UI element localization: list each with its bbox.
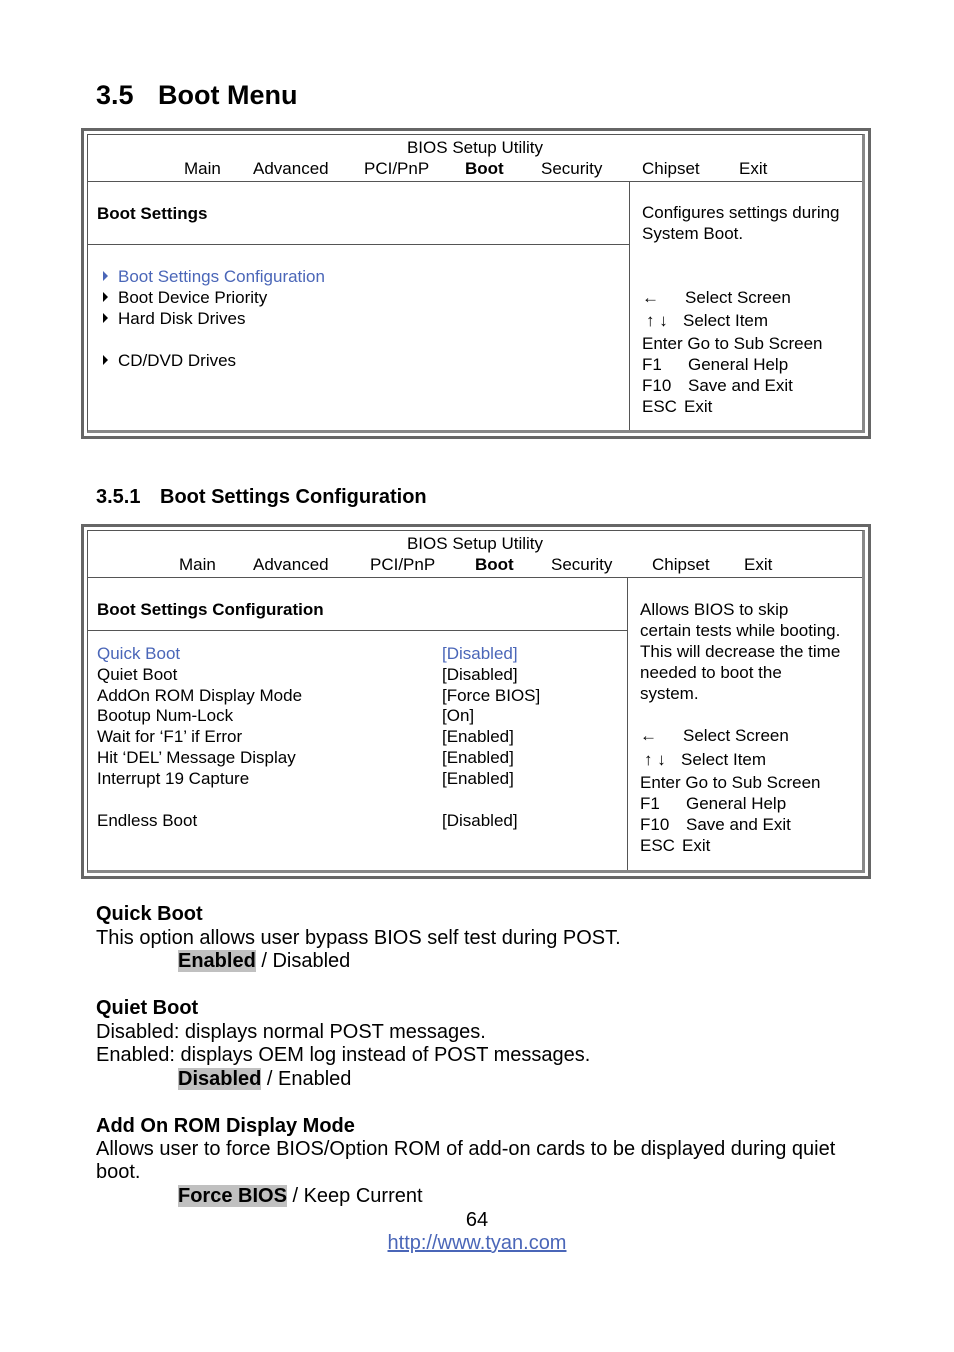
tab-chipset[interactable]: Chipset <box>642 159 700 178</box>
setting-label-endless-boot[interactable]: Endless Boot <box>97 811 198 830</box>
triangle-right-icon <box>103 313 108 323</box>
tab-pcipnp[interactable]: PCI/PnP <box>370 555 436 574</box>
key-hint: ESC Exit <box>642 397 713 416</box>
section-title: Boot Settings <box>97 204 208 223</box>
tab-exit[interactable]: Exit <box>744 555 773 574</box>
key-hint: F1 General Help <box>642 355 789 374</box>
setting-value-int19[interactable]: [Enabled] <box>442 769 514 788</box>
section-heading-quick-boot: Quick Boot <box>96 903 203 925</box>
triangle-right-icon <box>103 355 108 365</box>
key-hint: F10 Save and Exit <box>640 815 791 834</box>
tab-main[interactable]: Main <box>184 159 221 178</box>
tab-security[interactable]: Security <box>541 159 603 178</box>
key-hint: F10 Save and Exit <box>642 376 793 395</box>
setting-label-addon-rom[interactable]: AddOn ROM Display Mode <box>97 686 303 705</box>
bios-title: BIOS Setup Utility <box>406 138 544 157</box>
key-hint: ↑ ↓ Select Item <box>644 750 767 769</box>
tab-main[interactable]: Main <box>179 555 216 574</box>
tab-boot[interactable]: Boot <box>475 555 514 574</box>
help-line: system. <box>640 684 699 703</box>
setting-value-endless-boot[interactable]: [Disabled] <box>442 811 518 830</box>
footer-link-wrap <box>0 1232 954 1255</box>
divider <box>629 181 630 430</box>
subheading-title: Boot Settings Configuration <box>160 486 427 508</box>
default-option: Disabled <box>178 1068 262 1090</box>
setting-label-int19[interactable]: Interrupt 19 Capture <box>97 769 250 788</box>
option-values: Enabled / Disabled <box>178 950 351 972</box>
tab-boot[interactable]: Boot <box>465 159 504 178</box>
key-hint: ↑ ↓ Select Item <box>646 311 769 330</box>
help-line: certain tests while booting. <box>640 621 841 640</box>
default-option: Enabled <box>178 950 256 972</box>
menu-item-cd-dvd-drives[interactable]: CD/DVD Drives <box>103 350 236 371</box>
section-text: Disabled: displays normal POST messages. <box>96 1021 486 1043</box>
menu-item-hard-disk-drives[interactable]: Hard Disk Drives <box>103 308 246 329</box>
tab-advanced[interactable]: Advanced <box>253 159 329 178</box>
option-values: Force BIOS / Keep Current <box>178 1185 423 1207</box>
setting-label-del-message[interactable]: Hit ‘DEL’ Message Display <box>97 748 296 767</box>
section-heading-quiet-boot: Quiet Boot <box>96 997 199 1019</box>
bios-screen-boot-settings-configuration <box>81 524 871 879</box>
help-line: needed to boot the <box>640 663 782 682</box>
key-hint: ESC Exit <box>640 836 711 855</box>
section-heading-addon-rom: Add On ROM Display Mode <box>96 1115 355 1137</box>
triangle-right-icon <box>103 271 108 281</box>
heading-number: 3.5 <box>96 80 134 110</box>
left-arrow-icon: ← <box>642 288 659 307</box>
key-hint: F1 General Help <box>640 794 787 813</box>
key-hint: ← Select Screen <box>642 288 791 307</box>
page-heading <box>96 80 297 111</box>
section-text: boot. <box>96 1161 141 1183</box>
bios-frame <box>87 134 865 433</box>
menu-item-boot-settings-configuration[interactable]: Boot Settings Configuration <box>103 266 325 287</box>
bios-screen-boot <box>81 128 871 439</box>
setting-value-num-lock[interactable]: [On] <box>442 706 475 725</box>
section-title: Boot Settings Configuration <box>97 600 324 619</box>
setting-value-del-message[interactable]: [Enabled] <box>442 748 514 767</box>
setting-value-quick-boot[interactable]: [Disabled] <box>442 644 518 663</box>
section-text: Enabled: displays OEM log instead of POST messages. <box>96 1044 591 1066</box>
help-line: This will decrease the time <box>640 642 841 661</box>
help-line: Allows BIOS to skip <box>640 600 789 619</box>
heading-title: Boot Menu <box>158 80 298 110</box>
option-values: Disabled / Enabled <box>178 1068 352 1090</box>
divider <box>88 244 629 245</box>
tab-chipset[interactable]: Chipset <box>652 555 710 574</box>
setting-label-num-lock[interactable]: Bootup Num-Lock <box>97 706 234 725</box>
divider <box>88 630 627 631</box>
key-hint: ← Select Screen <box>640 726 789 745</box>
setting-label-quiet-boot[interactable]: Quiet Boot <box>97 665 178 684</box>
page-number: 64 <box>465 1209 489 1231</box>
website-link[interactable]: http://www.tyan.com <box>387 1232 567 1254</box>
section-text: Allows user to force BIOS/Option ROM of add-on cards to be displayed during quiet <box>96 1138 836 1160</box>
subheading-number: 3.5.1 <box>96 486 141 508</box>
menu-item-boot-device-priority[interactable]: Boot Device Priority <box>103 287 267 308</box>
up-down-arrow-icon: ↑ ↓ <box>644 750 666 769</box>
divider <box>627 577 628 870</box>
key-hint: Enter Go to Sub Screen <box>640 773 821 792</box>
divider <box>88 577 862 578</box>
setting-value-addon-rom[interactable]: [Force BIOS] <box>442 686 541 705</box>
left-arrow-icon: ← <box>640 726 657 745</box>
help-line: Configures settings during <box>642 203 840 222</box>
bios-frame <box>87 530 865 873</box>
tab-pcipnp[interactable]: PCI/PnP <box>364 159 430 178</box>
tab-advanced[interactable]: Advanced <box>253 555 329 574</box>
key-hint: Enter Go to Sub Screen <box>642 334 823 353</box>
tab-exit[interactable]: Exit <box>739 159 768 178</box>
triangle-right-icon <box>103 292 108 302</box>
setting-label-wait-f1[interactable]: Wait for ‘F1’ if Error <box>97 727 243 746</box>
setting-label-quick-boot[interactable]: Quick Boot <box>97 644 181 663</box>
section-text: This option allows user bypass BIOS self test during POST. <box>96 927 621 949</box>
up-down-arrow-icon: ↑ ↓ <box>646 311 668 330</box>
setting-value-quiet-boot[interactable]: [Disabled] <box>442 665 518 684</box>
setting-value-wait-f1[interactable]: [Enabled] <box>442 727 514 746</box>
bios-title: BIOS Setup Utility <box>406 534 544 553</box>
default-option: Force BIOS <box>178 1185 287 1207</box>
help-line: System Boot. <box>642 224 744 243</box>
divider <box>88 181 862 182</box>
subsection-heading <box>96 486 427 509</box>
tab-security[interactable]: Security <box>551 555 613 574</box>
